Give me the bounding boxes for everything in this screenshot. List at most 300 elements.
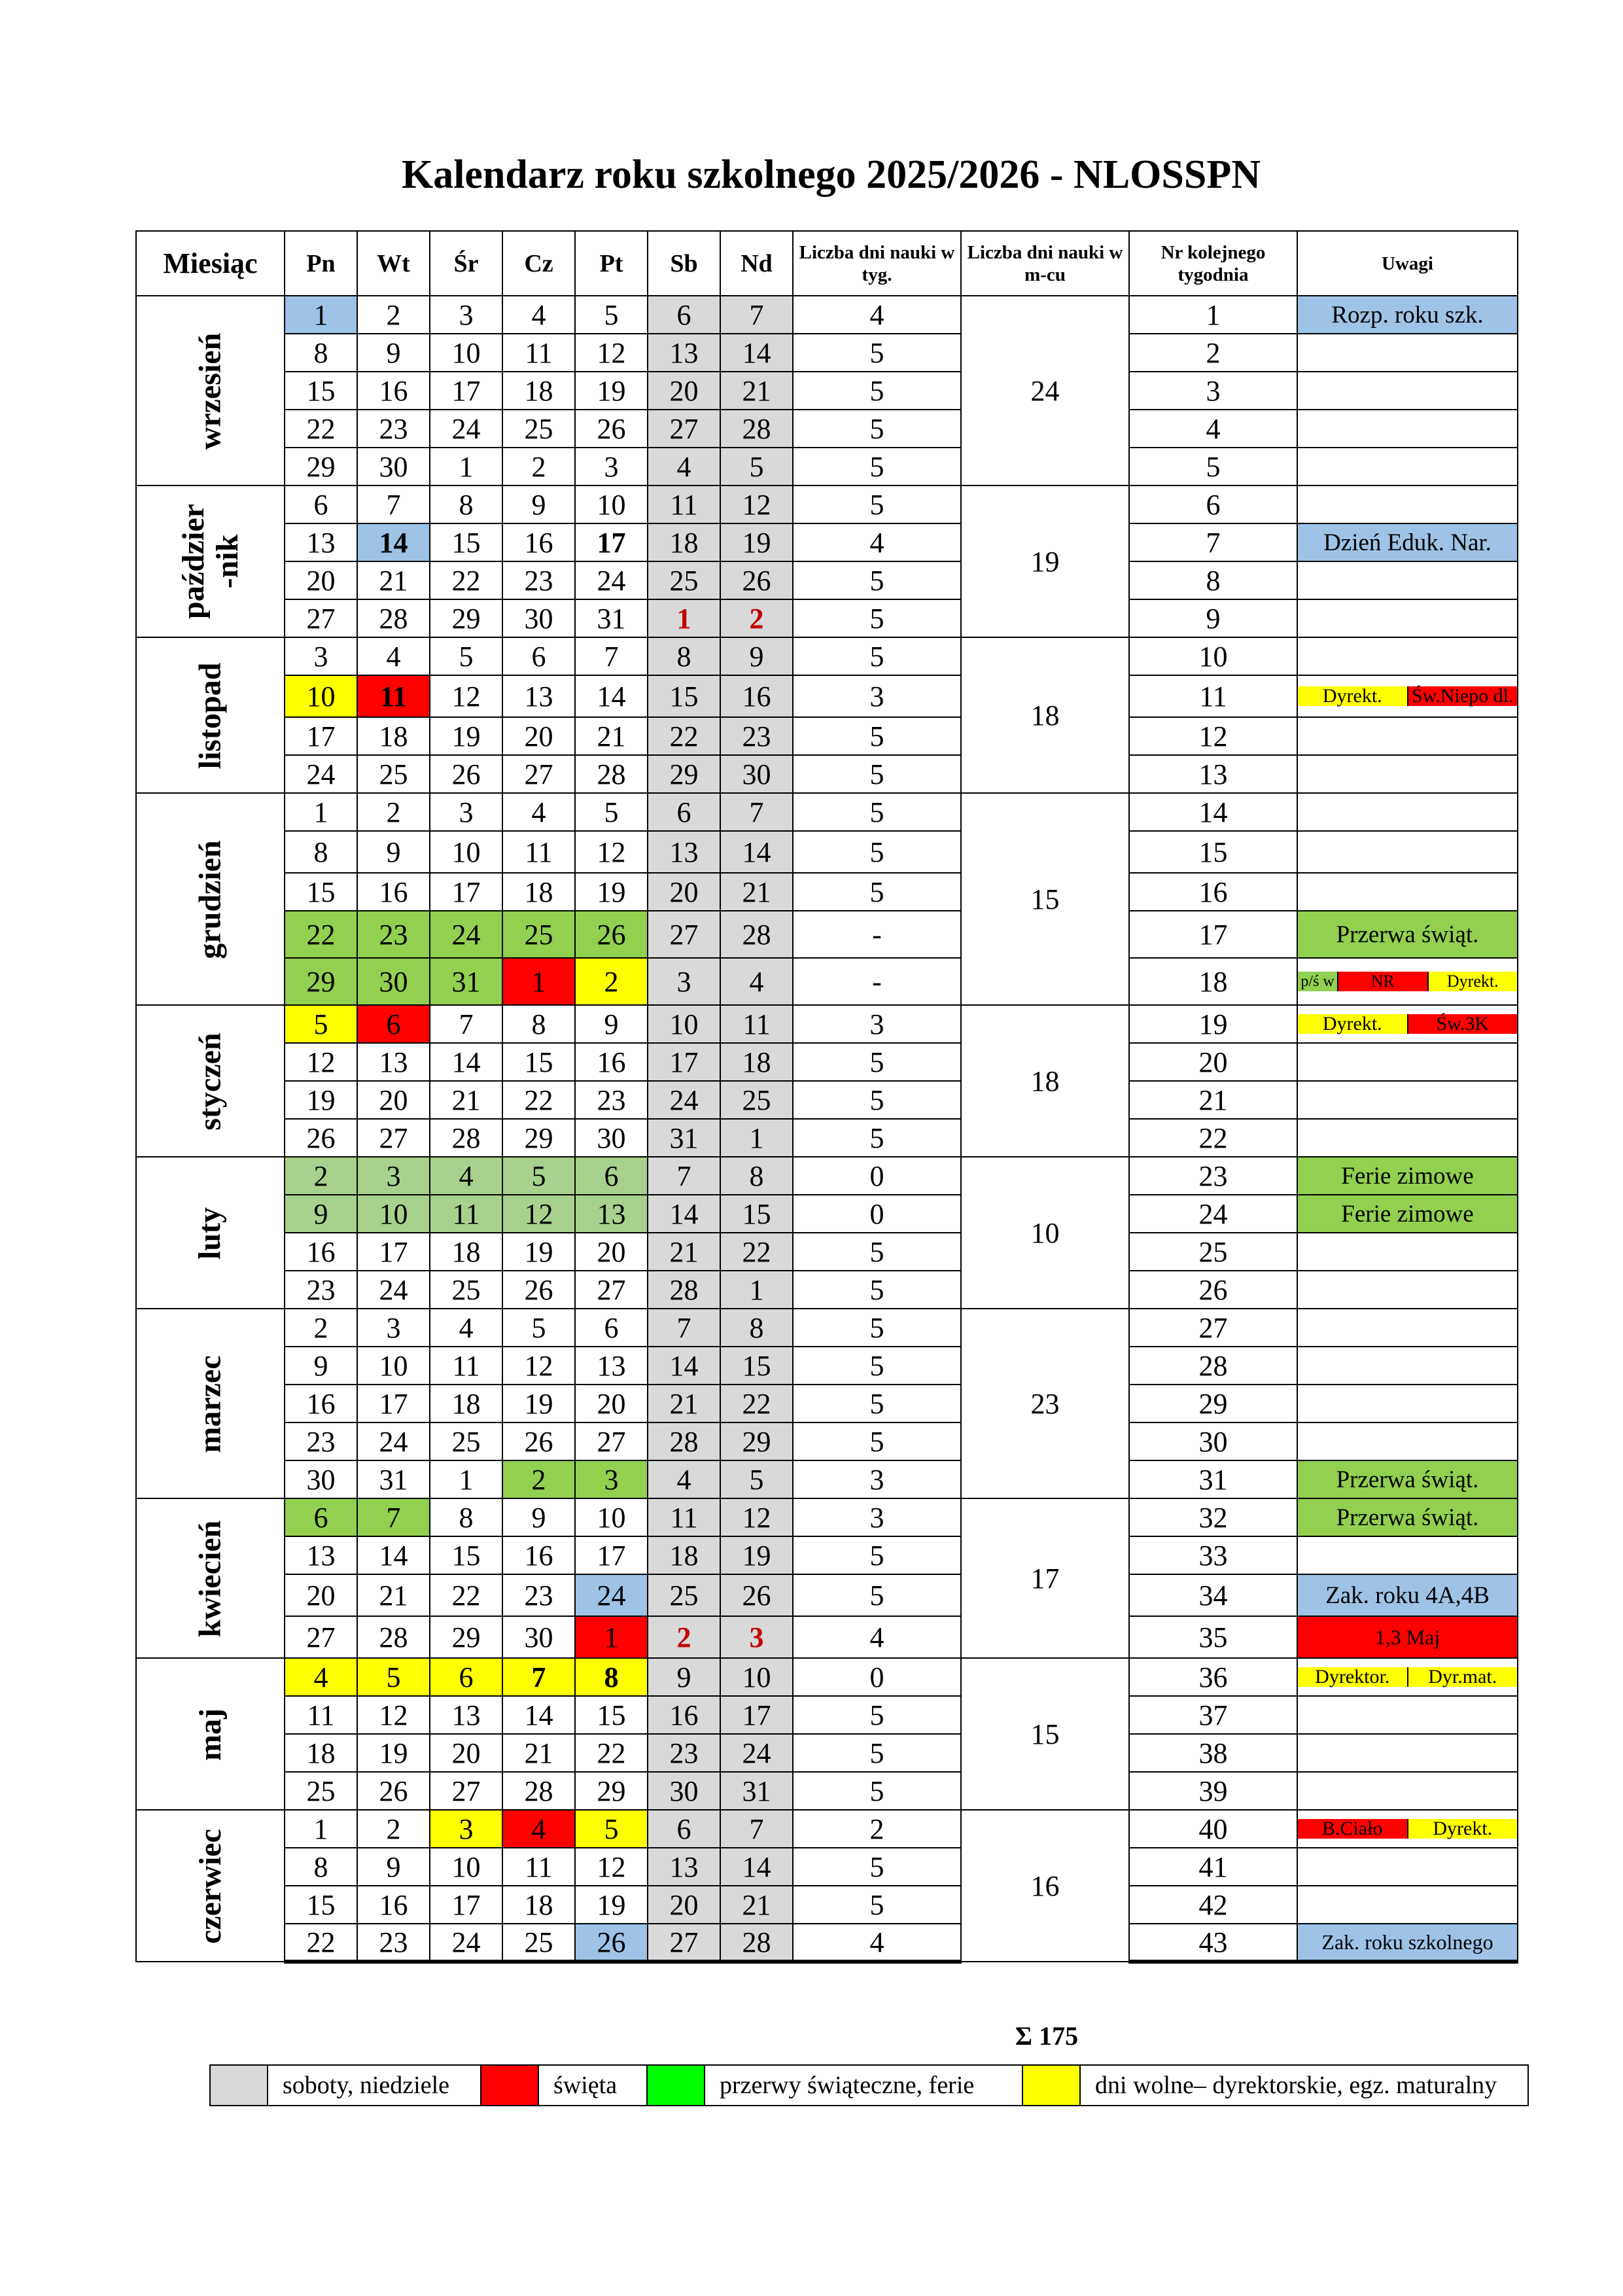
day-cell: 23 [575, 1081, 648, 1119]
day-cell: 23 [357, 410, 430, 448]
day-cell: 28 [357, 1616, 430, 1658]
day-cell: 21 [502, 1734, 575, 1772]
days-per-week: 5 [793, 599, 961, 637]
note-cell [1297, 1271, 1518, 1309]
day-cell: 9 [575, 1005, 648, 1043]
legend-label-break: przerwy świąteczne, ferie [705, 2066, 1023, 2105]
day-cell: 19 [357, 1734, 430, 1772]
note-cell [1297, 1309, 1518, 1347]
week-number: 20 [1129, 1043, 1297, 1081]
day-cell: 2 [648, 1616, 720, 1658]
day-cell: 21 [575, 717, 648, 755]
day-cell: 29 [575, 1772, 648, 1810]
note-cell [1297, 1810, 1518, 1848]
day-cell: 8 [285, 1848, 357, 1886]
day-cell: 11 [357, 675, 430, 717]
header-days-per-week: Liczba dni nauki w tyg. [793, 231, 961, 296]
day-cell: 11 [502, 831, 575, 873]
week-number: 29 [1129, 1385, 1297, 1422]
day-cell: 30 [285, 1460, 357, 1498]
day-cell: 30 [720, 755, 793, 793]
day-cell: 11 [502, 1848, 575, 1886]
day-cell: 13 [357, 1043, 430, 1081]
day-cell: 3 [575, 448, 648, 486]
day-cell: 21 [357, 1574, 430, 1616]
day-cell: 17 [285, 717, 357, 755]
day-cell: 16 [285, 1233, 357, 1271]
day-cell: 24 [357, 1271, 430, 1309]
day-cell: 19 [575, 873, 648, 911]
day-cell: 13 [285, 523, 357, 561]
week-row [136, 911, 1518, 958]
day-cell: 5 [502, 1157, 575, 1195]
day-cell: 18 [357, 717, 430, 755]
week-number: 38 [1129, 1734, 1297, 1772]
month-name-cell [136, 486, 285, 637]
note-cell [1297, 1081, 1518, 1119]
week-row [136, 831, 1518, 873]
day-cell: 12 [502, 1347, 575, 1385]
day-cell: 14 [502, 1696, 575, 1734]
day-cell: 26 [575, 410, 648, 448]
day-cell: 12 [357, 1696, 430, 1734]
day-cell: 24 [430, 410, 502, 448]
note-split [1298, 972, 1517, 991]
day-cell: 22 [648, 717, 720, 755]
note-split [1298, 686, 1517, 706]
day-cell: 8 [720, 1309, 793, 1347]
month-name-cell [136, 1309, 285, 1498]
week-number: 41 [1129, 1848, 1297, 1886]
note-cell: Zak. roku 4A,4B [1297, 1574, 1518, 1616]
week-row [136, 793, 1518, 831]
note-cell [1297, 1658, 1518, 1696]
week-row [136, 675, 1518, 717]
day-cell: 25 [502, 410, 575, 448]
calendar-header [136, 231, 1518, 296]
week-number: 23 [1129, 1157, 1297, 1195]
day-cell: 26 [502, 1422, 575, 1460]
day-cell: 11 [648, 1498, 720, 1536]
day-cell: 28 [720, 410, 793, 448]
days-per-week: 5 [793, 1119, 961, 1157]
day-cell: 28 [575, 755, 648, 793]
day-cell: 20 [575, 1233, 648, 1271]
day-cell: 7 [357, 1498, 430, 1536]
note-cell [1297, 1696, 1518, 1734]
day-cell: 1 [285, 793, 357, 831]
day-cell: 26 [575, 911, 648, 958]
day-cell: 1 [720, 1119, 793, 1157]
days-per-week: 0 [793, 1157, 961, 1195]
day-cell: 11 [430, 1195, 502, 1233]
note-cell [1297, 486, 1518, 523]
day-cell: 20 [285, 1574, 357, 1616]
day-cell: 14 [575, 675, 648, 717]
days-per-week: 0 [793, 1658, 961, 1696]
week-row [136, 1460, 1518, 1498]
day-cell: 21 [648, 1233, 720, 1271]
note-part: NR [1337, 972, 1427, 991]
note-split [1298, 1667, 1517, 1687]
day-cell: 12 [720, 486, 793, 523]
day-cell: 10 [430, 334, 502, 372]
week-number: 15 [1129, 831, 1297, 873]
days-per-week: 3 [793, 1498, 961, 1536]
days-per-week: 5 [793, 1385, 961, 1422]
week-number: 19 [1129, 1005, 1297, 1043]
week-number: 24 [1129, 1195, 1297, 1233]
week-number: 1 [1129, 296, 1297, 334]
day-cell: 30 [648, 1772, 720, 1810]
days-per-month: 17 [961, 1498, 1129, 1658]
week-row [136, 1157, 1518, 1195]
day-cell: 23 [648, 1734, 720, 1772]
day-cell: 8 [430, 486, 502, 523]
day-cell: 16 [575, 1043, 648, 1081]
note-cell [1297, 831, 1518, 873]
day-cell: 12 [502, 1195, 575, 1233]
day-cell: 21 [720, 1886, 793, 1924]
day-cell: 2 [357, 296, 430, 334]
days-per-week: 5 [793, 1347, 961, 1385]
day-cell: 26 [502, 1271, 575, 1309]
days-per-week: 5 [793, 873, 961, 911]
week-number: 5 [1129, 448, 1297, 486]
day-cell: 14 [720, 1848, 793, 1886]
day-cell: 5 [285, 1005, 357, 1043]
day-cell: 14 [357, 1536, 430, 1574]
day-cell: 28 [648, 1422, 720, 1460]
legend-label-holiday: święta [539, 2066, 648, 2105]
day-cell: 19 [502, 1385, 575, 1422]
month-name: luty [192, 1207, 228, 1260]
days-per-week: 4 [793, 1924, 961, 1962]
day-cell: 9 [502, 486, 575, 523]
day-cell: 11 [285, 1696, 357, 1734]
days-per-week: 4 [793, 296, 961, 334]
day-cell: 1 [575, 1616, 648, 1658]
day-cell: 15 [720, 1347, 793, 1385]
day-cell: 17 [575, 1536, 648, 1574]
note-split [1298, 1014, 1517, 1034]
days-per-month: 16 [961, 1810, 1129, 1962]
day-cell: 18 [720, 1043, 793, 1081]
header-day: Pt [575, 231, 648, 296]
day-cell: 9 [357, 1848, 430, 1886]
week-number: 36 [1129, 1658, 1297, 1696]
day-cell: 25 [720, 1081, 793, 1119]
day-cell: 5 [430, 637, 502, 675]
day-cell: 19 [285, 1081, 357, 1119]
day-cell: 31 [357, 1460, 430, 1498]
day-cell: 1 [648, 599, 720, 637]
note-cell [1297, 1347, 1518, 1385]
day-cell: 4 [357, 637, 430, 675]
month-name-line: -nik [209, 534, 245, 588]
day-cell: 3 [430, 296, 502, 334]
days-per-week: 5 [793, 637, 961, 675]
days-per-week: 5 [793, 448, 961, 486]
legend-swatch-day-off [1023, 2066, 1081, 2105]
day-cell: 26 [575, 1924, 648, 1962]
day-cell: 23 [285, 1271, 357, 1309]
header-day: Sb [648, 231, 720, 296]
days-per-week: 5 [793, 1772, 961, 1810]
day-cell: 9 [357, 831, 430, 873]
week-row [136, 755, 1518, 793]
day-cell: 14 [357, 523, 430, 561]
day-cell: 16 [720, 675, 793, 717]
days-per-month: 15 [961, 793, 1129, 1005]
day-cell: 27 [357, 1119, 430, 1157]
day-cell: 21 [720, 372, 793, 410]
day-cell: 30 [575, 1119, 648, 1157]
legend-swatch-holiday [481, 2066, 539, 2105]
days-per-week: 0 [793, 1195, 961, 1233]
day-cell: 8 [430, 1498, 502, 1536]
day-cell: 21 [720, 873, 793, 911]
legend-label-day-off: dni wolne– dyrektorskie, egz. maturalny [1095, 2072, 1497, 2099]
day-cell: 6 [648, 793, 720, 831]
week-number: 27 [1129, 1309, 1297, 1347]
week-number: 43 [1129, 1924, 1297, 1962]
day-cell: 25 [285, 1772, 357, 1810]
day-cell: 16 [285, 1385, 357, 1422]
day-cell: 2 [285, 1157, 357, 1195]
note-cell [1297, 717, 1518, 755]
day-cell: 7 [575, 637, 648, 675]
days-per-week: 5 [793, 1422, 961, 1460]
day-cell: 21 [648, 1385, 720, 1422]
week-row [136, 1043, 1518, 1081]
week-number: 7 [1129, 523, 1297, 561]
legend [209, 2064, 1529, 2106]
week-row [136, 561, 1518, 599]
day-cell: 4 [430, 1157, 502, 1195]
day-cell: 20 [648, 1886, 720, 1924]
day-cell: 26 [720, 561, 793, 599]
day-cell: 1 [285, 1810, 357, 1848]
week-number: 3 [1129, 372, 1297, 410]
day-cell: 27 [648, 911, 720, 958]
note-part: Dyr.mat. [1407, 1667, 1518, 1687]
day-cell: 13 [575, 1347, 648, 1385]
week-number: 30 [1129, 1422, 1297, 1460]
day-cell: 23 [720, 717, 793, 755]
day-cell: 11 [430, 1347, 502, 1385]
note-cell [1297, 958, 1518, 1005]
day-cell: 13 [575, 1195, 648, 1233]
day-cell: 13 [430, 1696, 502, 1734]
day-cell: 27 [430, 1772, 502, 1810]
day-cell: 12 [575, 1848, 648, 1886]
days-per-month: 19 [961, 486, 1129, 637]
note-cell [1297, 410, 1518, 448]
days-per-week: 5 [793, 1309, 961, 1347]
day-cell: 15 [285, 1886, 357, 1924]
month-name-cell [136, 793, 285, 1005]
week-number: 26 [1129, 1271, 1297, 1309]
day-cell: 5 [357, 1658, 430, 1696]
week-number: 39 [1129, 1772, 1297, 1810]
day-cell: 25 [502, 911, 575, 958]
day-cell: 30 [502, 599, 575, 637]
day-cell: 17 [357, 1233, 430, 1271]
days-per-week: 4 [793, 523, 961, 561]
days-per-week: 5 [793, 1043, 961, 1081]
day-cell: 2 [357, 793, 430, 831]
day-cell: 28 [357, 599, 430, 637]
header-day: Cz [502, 231, 575, 296]
week-number: 37 [1129, 1696, 1297, 1734]
week-number: 6 [1129, 486, 1297, 523]
day-cell: 10 [575, 1498, 648, 1536]
note-part: Dyrekt. [1298, 1014, 1407, 1034]
day-cell: 9 [357, 334, 430, 372]
days-per-week: 5 [793, 334, 961, 372]
days-per-week: 5 [793, 831, 961, 873]
day-cell: 10 [430, 1848, 502, 1886]
week-number: 22 [1129, 1119, 1297, 1157]
day-cell: 7 [720, 793, 793, 831]
day-cell: 7 [720, 1810, 793, 1848]
day-cell: 2 [575, 958, 648, 1005]
day-cell: 7 [648, 1157, 720, 1195]
day-cell: 30 [357, 448, 430, 486]
day-cell: 6 [575, 1157, 648, 1195]
day-cell: 11 [720, 1005, 793, 1043]
week-number: 12 [1129, 717, 1297, 755]
day-cell: 2 [357, 1810, 430, 1848]
week-row [136, 1848, 1518, 1886]
week-row [136, 1886, 1518, 1924]
day-cell: 18 [430, 1385, 502, 1422]
day-cell: 24 [357, 1422, 430, 1460]
day-cell: 25 [502, 1924, 575, 1962]
day-cell: 25 [648, 561, 720, 599]
day-cell: 16 [357, 873, 430, 911]
note-cell [1297, 755, 1518, 793]
week-row [136, 1772, 1518, 1810]
days-per-week: 5 [793, 793, 961, 831]
days-per-month: 24 [961, 296, 1129, 486]
note-cell [1297, 1385, 1518, 1422]
day-cell: 1 [430, 1460, 502, 1498]
day-cell: 22 [285, 1924, 357, 1962]
week-number: 14 [1129, 793, 1297, 831]
week-row [136, 1385, 1518, 1422]
note-cell: Przerwa świąt. [1297, 1460, 1518, 1498]
week-row [136, 1422, 1518, 1460]
day-cell: 9 [285, 1195, 357, 1233]
note-part: p/ś w [1298, 972, 1337, 991]
legend-label-weekend: soboty, niedziele [268, 2066, 481, 2105]
day-cell: 11 [648, 486, 720, 523]
day-cell: 15 [285, 372, 357, 410]
day-cell: 4 [648, 1460, 720, 1498]
day-cell: 24 [430, 1924, 502, 1962]
note-part: Dyrekt. [1427, 972, 1518, 991]
day-cell: 6 [430, 1658, 502, 1696]
day-cell: 2 [285, 1309, 357, 1347]
note-cell: 1,3 Maj [1297, 1616, 1518, 1658]
note-cell: Ferie zimowe [1297, 1157, 1518, 1195]
day-cell: 27 [575, 1271, 648, 1309]
note-cell [1297, 1886, 1518, 1924]
note-cell [1297, 1848, 1518, 1886]
day-cell: 1 [430, 448, 502, 486]
day-cell: 14 [648, 1347, 720, 1385]
day-cell: 28 [648, 1271, 720, 1309]
week-row [136, 599, 1518, 637]
day-cell: 7 [502, 1658, 575, 1696]
day-cell: 14 [430, 1043, 502, 1081]
day-cell: 4 [502, 1810, 575, 1848]
week-number: 8 [1129, 561, 1297, 599]
day-cell: 3 [430, 793, 502, 831]
week-row [136, 1271, 1518, 1309]
day-cell: 6 [648, 1810, 720, 1848]
days-per-week: - [793, 958, 961, 1005]
note-cell [1297, 448, 1518, 486]
day-cell: 30 [357, 958, 430, 1005]
day-cell: 10 [720, 1658, 793, 1696]
day-cell: 10 [430, 831, 502, 873]
week-number: 10 [1129, 637, 1297, 675]
note-part: Św.Niepo dl. [1407, 686, 1518, 706]
day-cell: 1 [720, 1271, 793, 1309]
day-cell: 8 [502, 1005, 575, 1043]
day-cell: 6 [502, 637, 575, 675]
day-cell: 13 [648, 1848, 720, 1886]
days-per-month: 15 [961, 1658, 1129, 1810]
day-cell: 5 [720, 448, 793, 486]
day-cell: 17 [357, 1385, 430, 1422]
days-per-week: 5 [793, 486, 961, 523]
day-cell: 5 [575, 793, 648, 831]
legend-swatch-break [648, 2066, 705, 2105]
day-cell: 4 [648, 448, 720, 486]
week-number: 35 [1129, 1616, 1297, 1658]
week-row [136, 1924, 1518, 1962]
day-cell: 17 [430, 372, 502, 410]
day-cell: 23 [285, 1422, 357, 1460]
day-cell: 8 [575, 1658, 648, 1696]
week-row [136, 1119, 1518, 1157]
day-cell: 18 [502, 873, 575, 911]
day-cell: 4 [502, 793, 575, 831]
month-name: grudzień [192, 839, 228, 959]
day-cell: 10 [575, 486, 648, 523]
days-per-week: 5 [793, 755, 961, 793]
day-cell: 29 [285, 448, 357, 486]
day-cell: 4 [502, 296, 575, 334]
days-per-week: 5 [793, 1536, 961, 1574]
day-cell: 8 [648, 637, 720, 675]
day-cell: 18 [502, 372, 575, 410]
days-per-week: 5 [793, 1271, 961, 1309]
day-cell: 27 [575, 1422, 648, 1460]
week-row [136, 486, 1518, 523]
day-cell: 19 [575, 372, 648, 410]
header-week-number: Nr kolejnego tygodnia [1129, 231, 1297, 296]
day-cell: 27 [285, 1616, 357, 1658]
days-per-month: 18 [961, 1005, 1129, 1157]
month-name-cell [136, 1810, 285, 1962]
day-cell: 29 [430, 1616, 502, 1658]
day-cell: 6 [648, 296, 720, 334]
